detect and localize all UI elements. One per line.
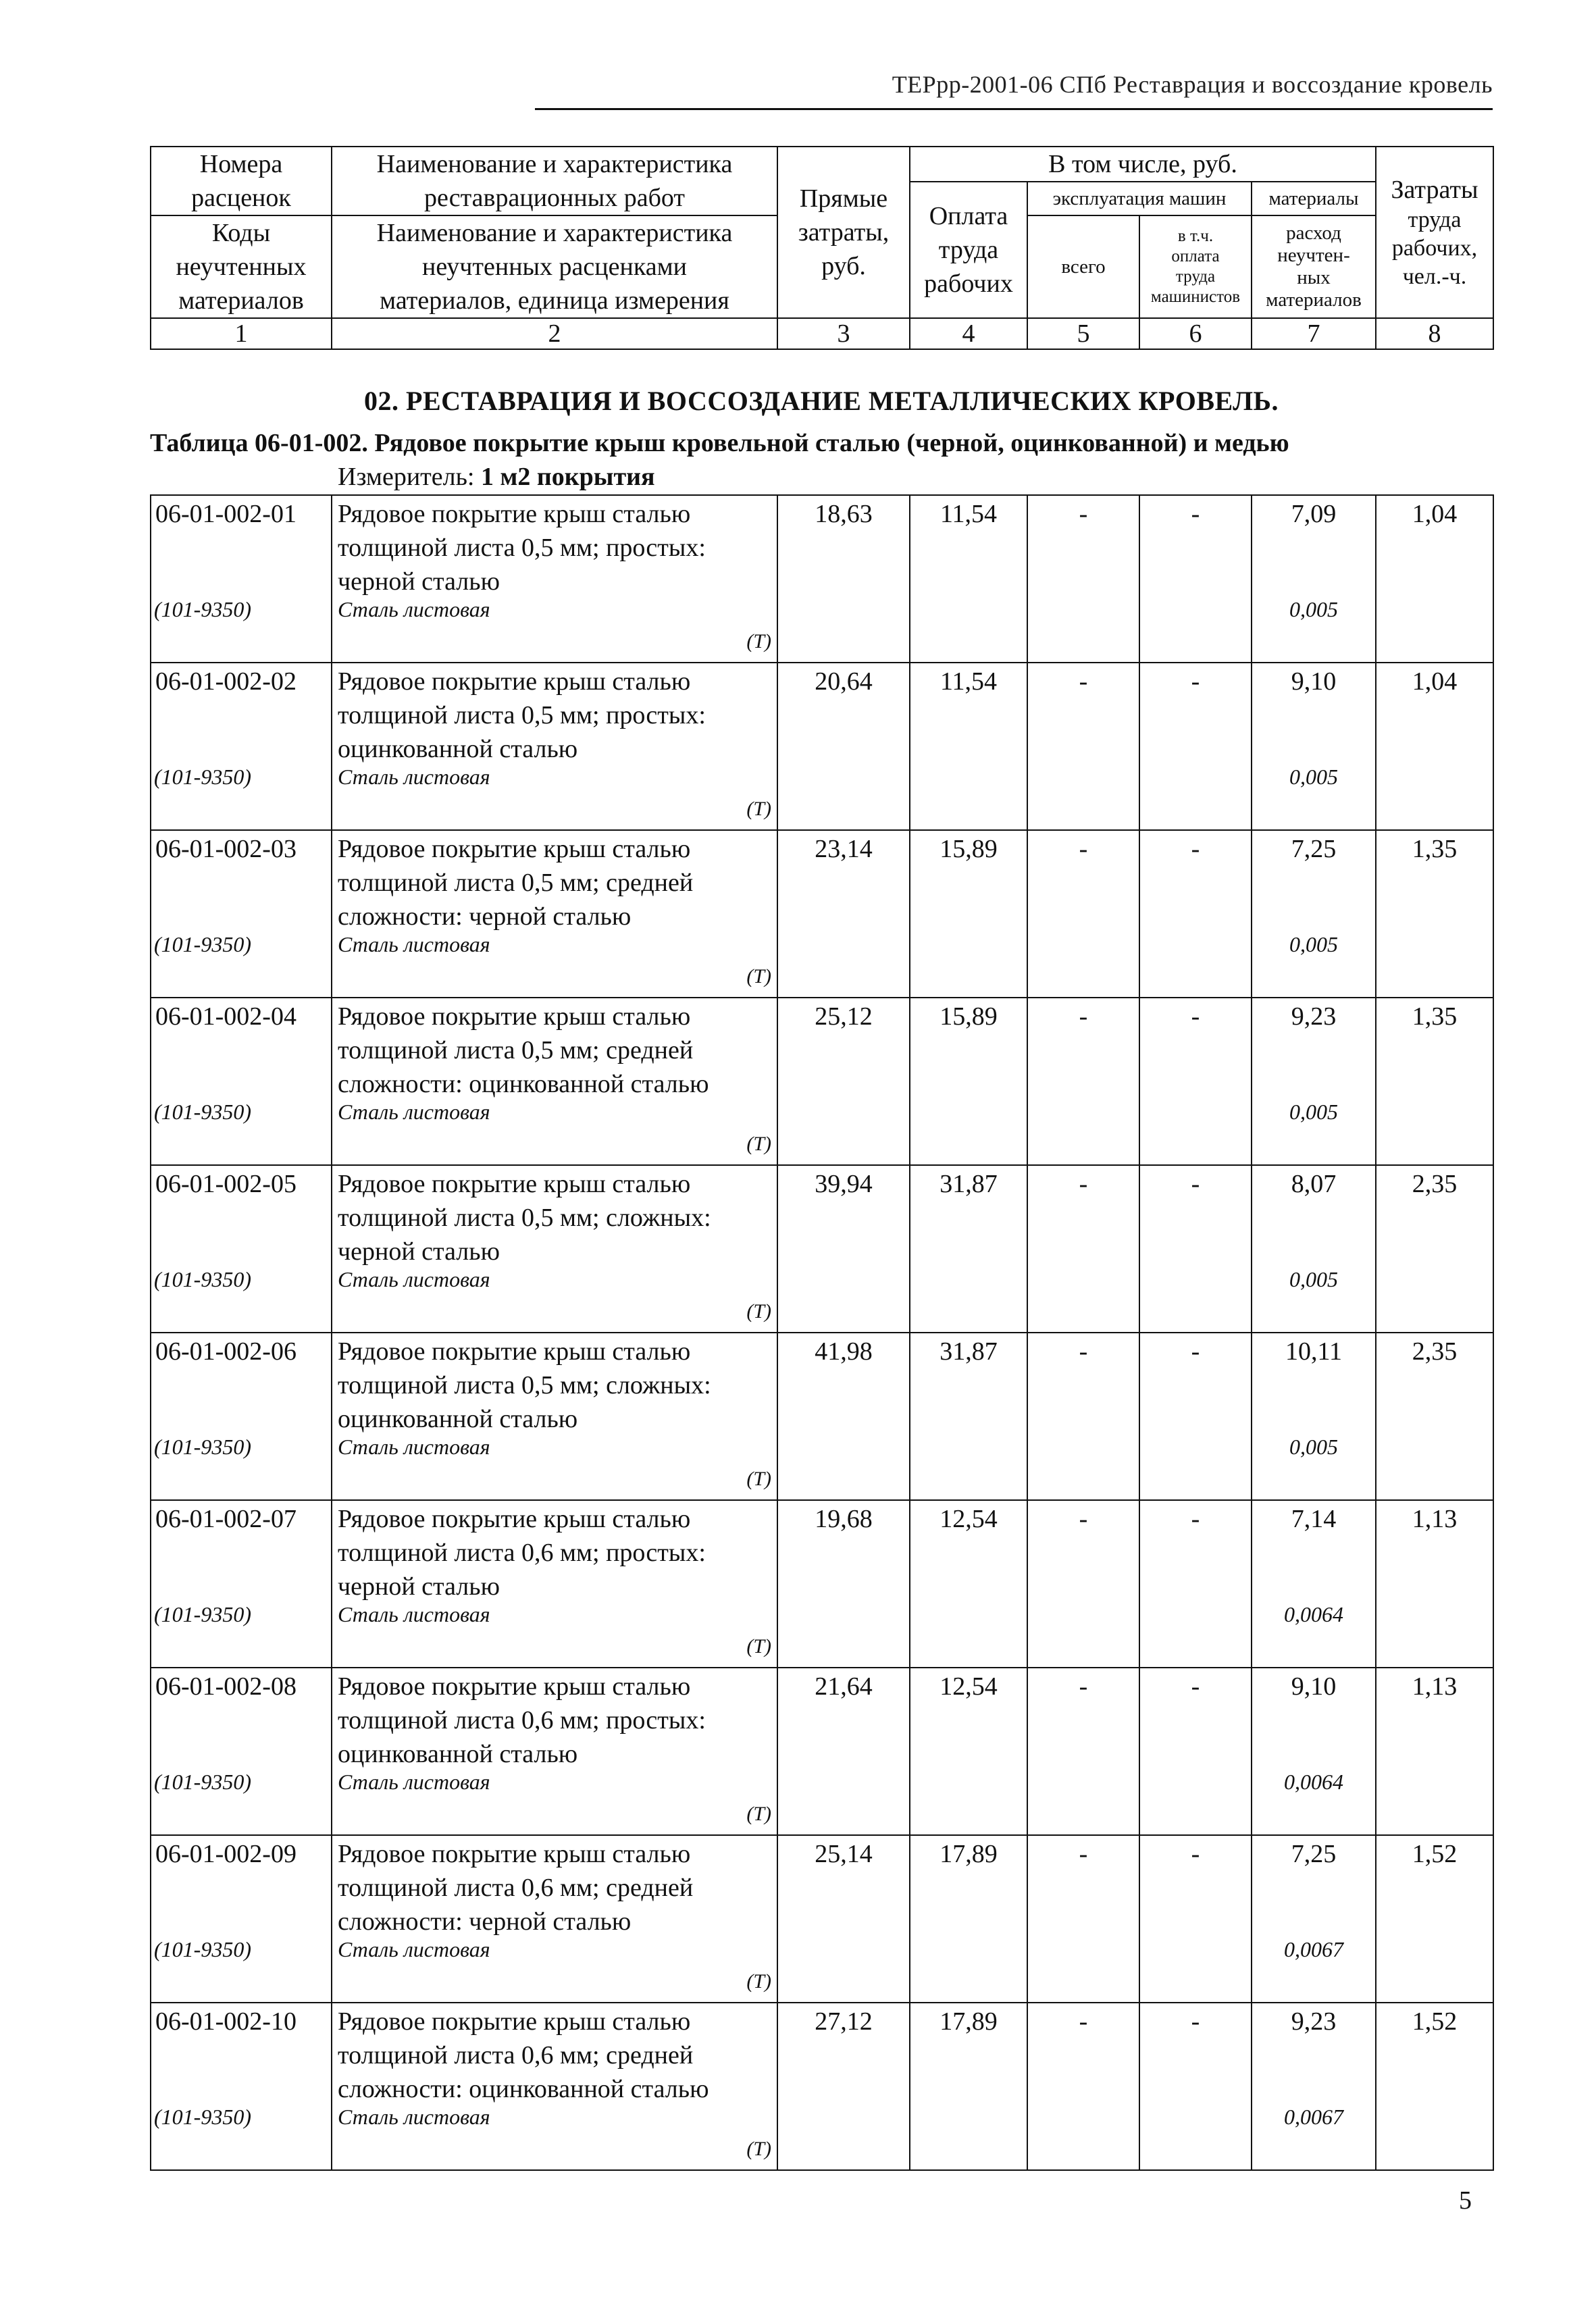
- rate-code: 06-01-002-08: [155, 1672, 297, 1701]
- measure-value: 1 м2 покрытия: [481, 463, 655, 491]
- material-name: Сталь листовая: [338, 932, 490, 956]
- direct-costs: 25,12: [815, 1002, 873, 1031]
- material-code: (101-9350): [154, 1100, 251, 1124]
- table-row: [151, 1835, 1493, 2003]
- machinists-pay: -: [1191, 835, 1200, 863]
- material-code: (101-9350): [154, 1435, 251, 1459]
- header-work-name: Наименование и характеристика реставрационных работ: [332, 147, 777, 215]
- rate-code: 06-01-002-10: [155, 2007, 297, 2036]
- header-labor-hours: Затраты труда рабочих, чел.-ч.: [1376, 147, 1493, 318]
- description-line: оцинкованной сталью: [338, 735, 578, 763]
- table-caption: [150, 428, 1501, 458]
- materials-cost: 7,25: [1291, 1840, 1337, 1868]
- t-mark: (Т): [746, 1635, 771, 1657]
- description-line: толщиной листа 0,6 мм; средней: [338, 2041, 694, 2069]
- material-code: (101-9350): [154, 932, 251, 956]
- machines-total: -: [1079, 1002, 1088, 1031]
- material-code: (101-9350): [154, 2105, 251, 2129]
- description-line: черной сталью: [338, 567, 500, 596]
- worker-pay: 11,54: [939, 667, 998, 696]
- labor-hours: 2,35: [1412, 1170, 1458, 1198]
- description-line: толщиной листа 0,6 мм; простых:: [338, 1539, 706, 1567]
- header-material-consumption: расход неучтен- ных материалов: [1252, 215, 1376, 318]
- worker-pay: 15,89: [939, 1002, 998, 1031]
- work-description: [332, 496, 777, 598]
- worker-pay: 12,54: [939, 1672, 998, 1701]
- work-description: [332, 1501, 777, 1603]
- description-line: Рядовое покрытие крыш сталью: [338, 1170, 691, 1198]
- header-machines-total: всего: [1027, 215, 1139, 318]
- machines-total: -: [1079, 667, 1088, 696]
- worker-pay: 12,54: [939, 1505, 998, 1533]
- worker-pay: 17,89: [939, 2007, 998, 2036]
- description-line: черной сталью: [338, 1237, 500, 1266]
- material-name: Сталь листовая: [338, 1602, 490, 1626]
- description-line: толщиной листа 0,5 мм; средней: [338, 869, 694, 897]
- direct-costs: 19,68: [815, 1505, 873, 1533]
- machines-total: -: [1079, 1170, 1088, 1198]
- table-row: [151, 1165, 1493, 1333]
- material-name: Сталь листовая: [338, 1770, 490, 1794]
- machinists-pay: -: [1191, 500, 1200, 528]
- header-materials: материалы: [1252, 182, 1376, 215]
- column-number: 3: [777, 318, 910, 349]
- material-code: (101-9350): [154, 597, 251, 621]
- column-number: 5: [1027, 318, 1139, 349]
- description-line: Рядовое покрытие крыш сталью: [338, 835, 691, 863]
- table-label: Таблица 06-01-002.: [150, 429, 368, 457]
- material-code: (101-9350): [154, 1267, 251, 1291]
- header-rule: [535, 108, 1493, 110]
- table-name: Рядовое покрытие крыш кровельной сталью (черной, оцинкованной) и медью: [374, 429, 1289, 457]
- column-number: 7: [1252, 318, 1376, 349]
- work-description: [332, 1333, 777, 1436]
- header-machine-operation: эксплуатация машин: [1027, 182, 1252, 215]
- description-line: толщиной листа 0,5 мм; сложных:: [338, 1204, 711, 1232]
- header-rate-numbers: Номера расценок: [151, 147, 332, 215]
- column-number: 1: [151, 318, 332, 349]
- header-unaccounted-codes: Коды неучтенных материалов: [151, 215, 332, 318]
- rate-code: 06-01-002-01: [155, 500, 297, 528]
- t-mark: (Т): [746, 630, 771, 652]
- machines-total: -: [1079, 1337, 1088, 1366]
- machinists-pay: -: [1191, 1002, 1200, 1031]
- description-line: Рядовое покрытие крыш сталью: [338, 1505, 691, 1533]
- worker-pay: 31,87: [939, 1170, 998, 1198]
- column-number: 6: [1139, 318, 1252, 349]
- t-mark: (Т): [746, 1803, 771, 1825]
- direct-costs: 39,94: [815, 1170, 873, 1198]
- materials-cost: 7,25: [1291, 835, 1337, 863]
- machines-total: -: [1079, 2007, 1088, 2036]
- table-row: [151, 830, 1493, 998]
- work-description: [332, 1668, 777, 1771]
- direct-costs: 41,98: [815, 1337, 873, 1366]
- running-header: ТЕРрр-2001-06 СПб Реставрация и воссоздание кровель: [892, 71, 1493, 98]
- labor-hours: 1,35: [1412, 1002, 1458, 1031]
- description-line: толщиной листа 0,5 мм; средней: [338, 1036, 694, 1064]
- work-description: [332, 831, 777, 933]
- machines-total: -: [1079, 500, 1088, 528]
- description-line: сложности: черной сталью: [338, 902, 632, 931]
- direct-costs: 27,12: [815, 2007, 873, 2036]
- description-line: оцинкованной сталью: [338, 1740, 578, 1768]
- material-quantity: 0,005: [1289, 765, 1338, 789]
- material-quantity: 0,0067: [1284, 2105, 1343, 2129]
- material-quantity: 0,005: [1289, 1435, 1338, 1459]
- material-quantity: 0,005: [1289, 1267, 1338, 1291]
- direct-costs: 18,63: [815, 500, 873, 528]
- material-name: Сталь листовая: [338, 1267, 490, 1291]
- description-line: толщиной листа 0,5 мм; простых:: [338, 534, 706, 562]
- description-line: Рядовое покрытие крыш сталью: [338, 500, 691, 528]
- labor-hours: 1,13: [1412, 1672, 1458, 1701]
- rate-code: 06-01-002-02: [155, 667, 297, 696]
- description-line: Рядовое покрытие крыш сталью: [338, 1672, 691, 1701]
- machinists-pay: -: [1191, 667, 1200, 696]
- labor-hours: 2,35: [1412, 1337, 1458, 1366]
- material-quantity: 0,0064: [1284, 1602, 1343, 1626]
- header-unaccounted-materials: Наименование и характеристика неучтенных расценками материалов, единица измерения: [332, 215, 777, 318]
- labor-hours: 1,35: [1412, 835, 1458, 863]
- work-description: [332, 1836, 777, 1938]
- column-number: 4: [910, 318, 1027, 349]
- materials-cost: 9,10: [1291, 1672, 1337, 1701]
- material-quantity: 0,005: [1289, 1100, 1338, 1124]
- t-mark: (Т): [746, 1133, 771, 1155]
- table-row: [151, 1500, 1493, 1668]
- work-description: [332, 2003, 777, 2106]
- description-line: толщиной листа 0,6 мм; средней: [338, 1874, 694, 1902]
- description-line: сложности: черной сталью: [338, 1907, 632, 1936]
- header-machinists-pay: в т.ч. оплата труда машинистов: [1139, 215, 1252, 318]
- description-line: сложности: оцинкованной сталью: [338, 1070, 709, 1098]
- header-worker-pay: Оплата труда рабочих: [910, 182, 1027, 318]
- measure-unit: [338, 462, 655, 492]
- header-group-including: В том числе, руб.: [910, 147, 1376, 182]
- material-quantity: 0,0067: [1284, 1937, 1343, 1961]
- machinists-pay: -: [1191, 1672, 1200, 1701]
- direct-costs: 21,64: [815, 1672, 873, 1701]
- direct-costs: 25,14: [815, 1840, 873, 1868]
- labor-hours: 1,52: [1412, 2007, 1458, 2036]
- section-title: 02. РЕСТАВРАЦИЯ И ВОССОЗДАНИЕ МЕТАЛЛИЧЕСКИХ КРОВЕЛЬ.: [364, 386, 1279, 416]
- material-name: Сталь листовая: [338, 1100, 490, 1124]
- worker-pay: 31,87: [939, 1337, 998, 1366]
- worker-pay: 15,89: [939, 835, 998, 863]
- machinists-pay: -: [1191, 1170, 1200, 1198]
- description-line: толщиной листа 0,5 мм; простых:: [338, 701, 706, 729]
- table-row: [151, 663, 1493, 830]
- table-row: [151, 1668, 1493, 1835]
- column-header-table: [150, 146, 1494, 350]
- material-name: Сталь листовая: [338, 1435, 490, 1459]
- description-line: черной сталью: [338, 1572, 500, 1601]
- materials-cost: 8,07: [1291, 1170, 1337, 1198]
- rate-code: 06-01-002-04: [155, 1002, 297, 1031]
- material-code: (101-9350): [154, 765, 251, 789]
- labor-hours: 1,13: [1412, 1505, 1458, 1533]
- machinists-pay: -: [1191, 2007, 1200, 2036]
- measure-label: Измеритель:: [338, 463, 475, 491]
- material-name: Сталь листовая: [338, 765, 490, 789]
- materials-cost: 10,11: [1285, 1337, 1343, 1366]
- t-mark: (Т): [746, 1970, 771, 1992]
- material-quantity: 0,005: [1289, 932, 1338, 956]
- material-name: Сталь листовая: [338, 1937, 490, 1961]
- material-code: (101-9350): [154, 1602, 251, 1626]
- description-line: Рядовое покрытие крыш сталью: [338, 667, 691, 696]
- description-line: сложности: оцинкованной сталью: [338, 2075, 709, 2103]
- labor-hours: 1,04: [1412, 500, 1458, 528]
- machines-total: -: [1079, 1840, 1088, 1868]
- materials-cost: 9,10: [1291, 667, 1337, 696]
- header-direct-costs: Прямые затраты, руб.: [777, 147, 910, 318]
- machinists-pay: -: [1191, 1505, 1200, 1533]
- table-row: [151, 998, 1493, 1165]
- material-code: (101-9350): [154, 1770, 251, 1794]
- work-description: [332, 998, 777, 1101]
- machinists-pay: -: [1191, 1840, 1200, 1868]
- labor-hours: 1,04: [1412, 667, 1458, 696]
- rates-table: [150, 494, 1494, 2171]
- description-line: толщиной листа 0,6 мм; простых:: [338, 1706, 706, 1734]
- description-line: Рядовое покрытие крыш сталью: [338, 2007, 691, 2036]
- direct-costs: 23,14: [815, 835, 873, 863]
- materials-cost: 7,14: [1291, 1505, 1337, 1533]
- material-quantity: 0,0064: [1284, 1770, 1343, 1794]
- description-line: оцинкованной сталью: [338, 1405, 578, 1433]
- t-mark: (Т): [746, 1300, 771, 1322]
- material-code: (101-9350): [154, 1937, 251, 1961]
- rate-code: 06-01-002-07: [155, 1505, 297, 1533]
- description-line: Рядовое покрытие крыш сталью: [338, 1840, 691, 1868]
- table-row: [151, 495, 1493, 663]
- column-number: 2: [332, 318, 777, 349]
- machines-total: -: [1079, 1505, 1088, 1533]
- t-mark: (Т): [746, 1468, 771, 1490]
- materials-cost: 9,23: [1291, 1002, 1337, 1031]
- t-mark: (Т): [746, 798, 771, 820]
- t-mark: (Т): [746, 2138, 771, 2160]
- page-number: 5: [1459, 2186, 1472, 2215]
- description-line: толщиной листа 0,5 мм; сложных:: [338, 1371, 711, 1399]
- material-name: Сталь листовая: [338, 597, 490, 621]
- worker-pay: 17,89: [939, 1840, 998, 1868]
- machinists-pay: -: [1191, 1337, 1200, 1366]
- rate-code: 06-01-002-05: [155, 1170, 297, 1198]
- work-description: [332, 1166, 777, 1268]
- rate-code: 06-01-002-06: [155, 1337, 297, 1366]
- rate-code: 06-01-002-09: [155, 1840, 297, 1868]
- rate-code: 06-01-002-03: [155, 835, 297, 863]
- worker-pay: 11,54: [939, 500, 998, 528]
- description-line: Рядовое покрытие крыш сталью: [338, 1002, 691, 1031]
- description-line: Рядовое покрытие крыш сталью: [338, 1337, 691, 1366]
- work-description: [332, 663, 777, 766]
- machines-total: -: [1079, 1672, 1088, 1701]
- material-name: Сталь листовая: [338, 2105, 490, 2129]
- direct-costs: 20,64: [815, 667, 873, 696]
- table-row: [151, 2003, 1493, 2170]
- machines-total: -: [1079, 835, 1088, 863]
- t-mark: (Т): [746, 965, 771, 987]
- table-row: [151, 1333, 1493, 1500]
- column-number: 8: [1376, 318, 1493, 349]
- materials-cost: 9,23: [1291, 2007, 1337, 2036]
- material-quantity: 0,005: [1289, 597, 1338, 621]
- labor-hours: 1,52: [1412, 1840, 1458, 1868]
- materials-cost: 7,09: [1291, 500, 1337, 528]
